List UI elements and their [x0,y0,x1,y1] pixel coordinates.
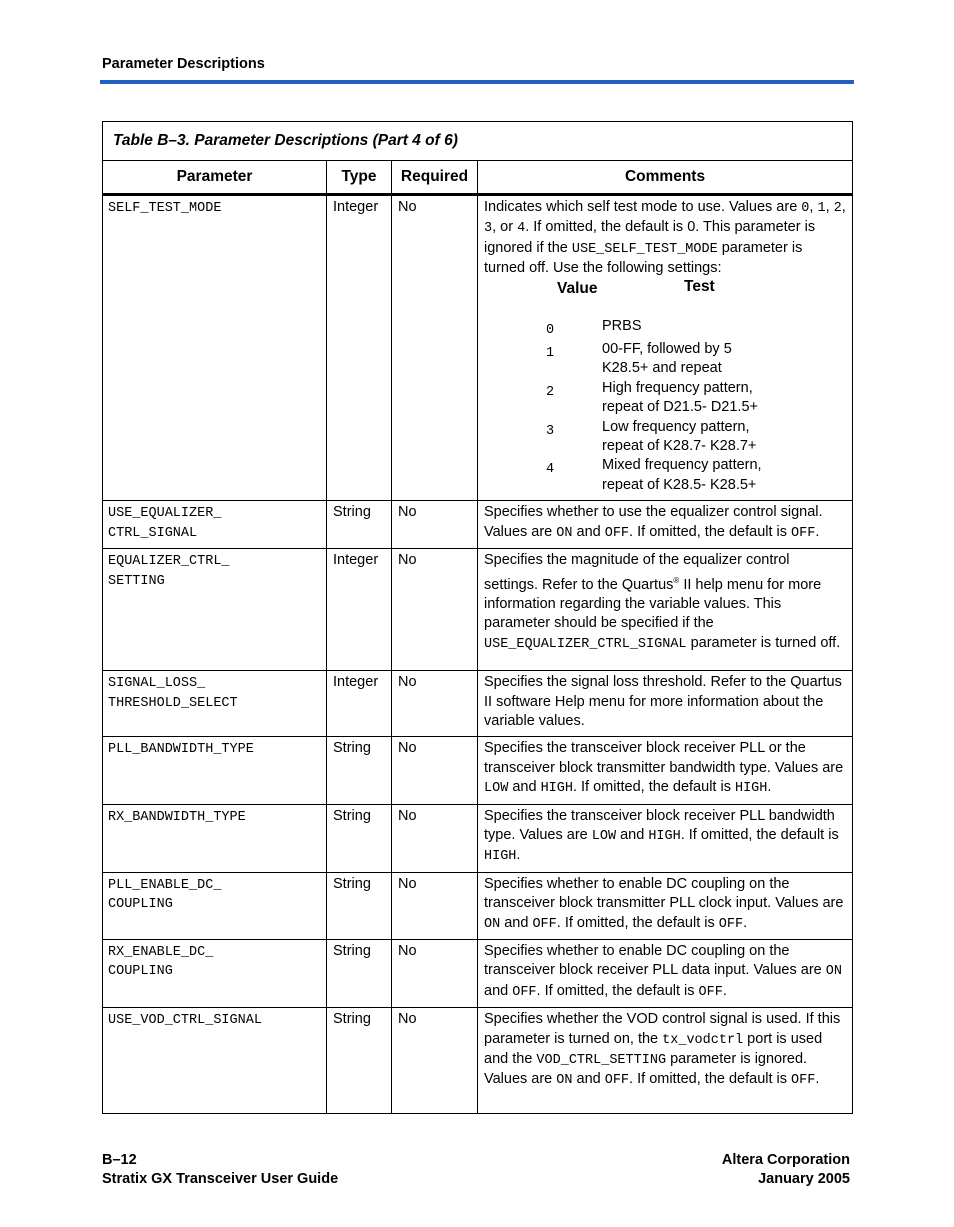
page-number: B–12 [102,1152,137,1168]
settings-value: 0 [546,322,555,338]
comment-fragment: parameter is turned off. Use the following settings: [484,239,803,277]
column-header-type: Type [327,161,392,195]
parameter-required: No [392,939,478,1007]
parameter-name [103,1008,327,1114]
parameter-comment [478,501,853,549]
parameter-comment [478,939,853,1007]
parameter-name [103,671,327,737]
parameter-comment [478,872,853,939]
code-term: USE_EQUALIZER_CTRL_SIGNAL [484,636,687,652]
settings-value: 4 [546,462,555,478]
table-row [103,872,853,939]
parameter-name-line: COUPLING [108,897,173,913]
code-term: OFF [791,525,816,541]
parameter-type: String [327,1008,392,1114]
column-header-comments: Comments [478,161,853,195]
parameter-name-line: EQUALIZER_CTRL_ [108,554,230,570]
parameter-type: String [327,501,392,549]
comment-fragment: port is used and the [484,1030,823,1067]
parameter-name-line: RX_ENABLE_DC_ [108,944,214,960]
parameter-type: String [327,804,392,872]
parameter-name-line: SETTING [108,573,165,589]
guide-title: Stratix GX Transceiver User Guide [102,1171,339,1187]
comment-fragment: and [572,523,605,540]
code-term: ON [556,1073,573,1089]
settings-test-line: repeat of K28.5- K28.5+ [602,476,757,493]
code-term: USE_SELF_TEST_MODE [571,241,718,257]
comment-fragment: . If omitted, the default is [572,779,735,796]
column-header-parameter: Parameter [103,161,327,195]
company-name: Altera Corporation [721,1152,850,1168]
parameter-name-line: SELF_TEST_MODE [108,201,222,216]
code-term: HIGH [734,781,768,797]
settings-test-line: Low frequency pattern, [602,418,750,435]
comment-fragment: and [484,982,513,999]
code-term: ON [556,525,573,541]
parameter-name-line: CTRL_SIGNAL [108,525,198,541]
code-term: ON [484,916,501,932]
code-term: OFF [718,916,744,932]
comment-fragment: parameter is turned off. [686,634,841,651]
code-term: OFF [512,984,537,1000]
settings-value-header: Value [557,279,598,297]
code-term: HIGH [540,781,573,797]
settings-test [602,456,792,495]
parameter-name [103,804,327,872]
code-term: 3 [484,221,493,237]
parameter-type: String [327,737,392,804]
parameter-name-line: SIGNAL_LOSS_ [108,676,206,692]
comment-fragment: . [767,779,772,796]
parameter-type: String [327,939,392,1007]
settings-row [484,317,846,340]
comment-text [484,198,846,279]
code-term: LOW [484,781,509,797]
comment-fragment: . If omitted, the default is [536,982,699,999]
comment-fragment: . If omitted, the default is [556,914,719,931]
settings-test-line: 00-FF, followed by 5 [602,341,732,358]
parameter-name-line: USE_EQUALIZER_ [108,506,222,522]
settings-test [602,418,792,457]
header-rule [100,80,854,84]
comment-fragment: II help menu for more information regarding the variable values. This parameter should be specified if the [484,576,822,632]
parameter-required: No [392,737,478,804]
table-row [103,501,853,549]
table-header-row [103,161,853,195]
comment-fragment: Specifies whether to enable DC coupling on the transceiver block transmitter PLL clock input. Values are [484,875,844,912]
parameter-comment [478,804,853,872]
settings-test [602,340,792,379]
table-row [103,549,853,671]
parameter-required: No [392,872,478,939]
parameter-name [103,939,327,1007]
settings-row [484,456,846,495]
comment-fragment: . [516,847,521,864]
comment-fragment: and [616,826,649,843]
comment-fragment: parameter is ignored. Values are [484,1051,808,1088]
comment-fragment: . [743,914,748,931]
code-term: OFF [698,984,723,1000]
comment-fragment: . If omitted, the default is [680,826,839,843]
settings-test-header: Test [684,277,715,295]
comment-fragment: Specifies whether to use the equalizer control signal. Values are [484,504,823,540]
comment-fragment: Specifies the signal loss threshold. Refer to the Quartus II software Help menu for more information about the variable values. [484,674,842,729]
parameter-required: No [392,549,478,671]
code-term: HIGH [484,849,517,865]
comment-fragment: and [572,1071,605,1088]
settings-test [602,379,792,418]
code-term: 1 [817,201,826,216]
parameter-table [102,121,853,1114]
settings-test-line: High frequency pattern, [602,379,753,396]
settings-row [484,379,846,418]
comment-fragment: , [841,199,846,215]
parameter-comment [478,1008,853,1114]
code-term: 0 [801,201,810,216]
settings-value: 1 [546,346,555,362]
table-row [103,671,853,737]
settings-row [484,340,846,379]
code-term: HIGH [648,828,681,844]
code-term: ON [825,964,842,980]
publication-date: January 2005 [758,1171,850,1187]
settings-row [484,418,846,457]
code-term: LOW [591,828,617,844]
parameter-type: Integer [327,671,392,737]
footer-right [722,1151,850,1189]
code-term: tx_vodctrl [662,1032,744,1048]
parameter-name [103,872,327,939]
comment-fragment: and [500,914,533,931]
parameter-type: Integer [327,195,392,501]
parameter-name-line: COUPLING [108,964,173,980]
comment-fragment: Indicates which self test mode to use. Values are [484,199,802,215]
parameter-name [103,501,327,549]
settings-test-line: PRBS [602,317,642,334]
comment-fragment: , [825,199,834,215]
parameter-name-line: PLL_BANDWIDTH_TYPE [108,742,254,758]
comment-fragment: . If omitted, the default is 0. This parameter is ignored if the [484,219,816,256]
code-term: 4 [517,221,526,237]
parameter-required: No [392,1008,478,1114]
comment-fragment: , [809,199,818,215]
comment-fragment: , or [492,219,518,236]
running-header: Parameter Descriptions [102,56,265,72]
table-row [103,195,853,501]
parameter-name [103,737,327,804]
settings-test [602,317,792,340]
table-caption: Table B–3. Parameter Descriptions (Part 4 of 6) [103,122,853,161]
parameter-name [103,549,327,671]
parameter-comment [478,549,853,671]
registered-mark: ® [673,575,680,585]
comment-fragment: Specifies the transceiver block receiver PLL or the transceiver block transmitter bandwidth type. Values are [484,740,844,776]
code-term: 2 [833,201,842,216]
parameter-type: String [327,872,392,939]
table-row [103,737,853,804]
comment-fragment: . If omitted, the default is [629,1071,792,1088]
parameter-required: No [392,804,478,872]
code-term: OFF [791,1073,816,1089]
parameter-name-line: PLL_ENABLE_DC_ [108,877,222,893]
code-term: OFF [604,1073,630,1089]
parameter-required: No [392,195,478,501]
parameter-comment [478,671,853,737]
parameter-type: Integer [327,549,392,671]
comment-fragment: Specifies the magnitude of the equalizer control settings. Refer to the Quartus [484,552,790,593]
comment-fragment: and [508,779,541,796]
parameter-required: No [392,501,478,549]
comment-fragment: . [815,523,820,540]
parameter-comment [478,737,853,804]
comment-fragment: Specifies whether to enable DC coupling on the transceiver block receiver PLL data input. Values are [484,942,826,979]
comment-fragment: Specifies the transceiver block receiver PLL bandwidth type. Values are [484,807,835,843]
settings-header [484,279,846,317]
settings-test-line: Mixed frequency pattern, [602,457,762,474]
parameter-name [103,195,327,501]
column-header-required: Required [392,161,478,195]
comment-fragment: . If omitted, the default is [629,523,792,540]
settings-value: 2 [546,384,555,400]
settings-test-line: repeat of D21.5- D21.5+ [602,399,758,416]
parameter-name-line: USE_VOD_CTRL_SIGNAL [108,1013,262,1029]
parameter-comment [478,195,853,501]
comment-fragment: Specifies whether the VOD control signal is used. If this parameter is turned on, the [484,1011,841,1047]
parameter-name-line: THRESHOLD_SELECT [108,695,238,711]
table-row [103,804,853,872]
settings-subtable [484,279,846,496]
code-term: OFF [532,916,557,932]
footer-left [102,1151,338,1189]
parameter-name-line: RX_BANDWIDTH_TYPE [108,809,246,825]
comment-fragment: . [815,1071,820,1088]
table-row [103,1008,853,1114]
code-term: OFF [604,525,630,541]
comment-fragment: . [722,982,727,999]
settings-test-line: K28.5+ and repeat [602,360,722,377]
settings-test-line: repeat of K28.7- K28.7+ [602,438,757,455]
table-row [103,939,853,1007]
parameter-required: No [392,671,478,737]
code-term: VOD_CTRL_SETTING [536,1053,667,1068]
settings-value: 3 [546,423,555,439]
